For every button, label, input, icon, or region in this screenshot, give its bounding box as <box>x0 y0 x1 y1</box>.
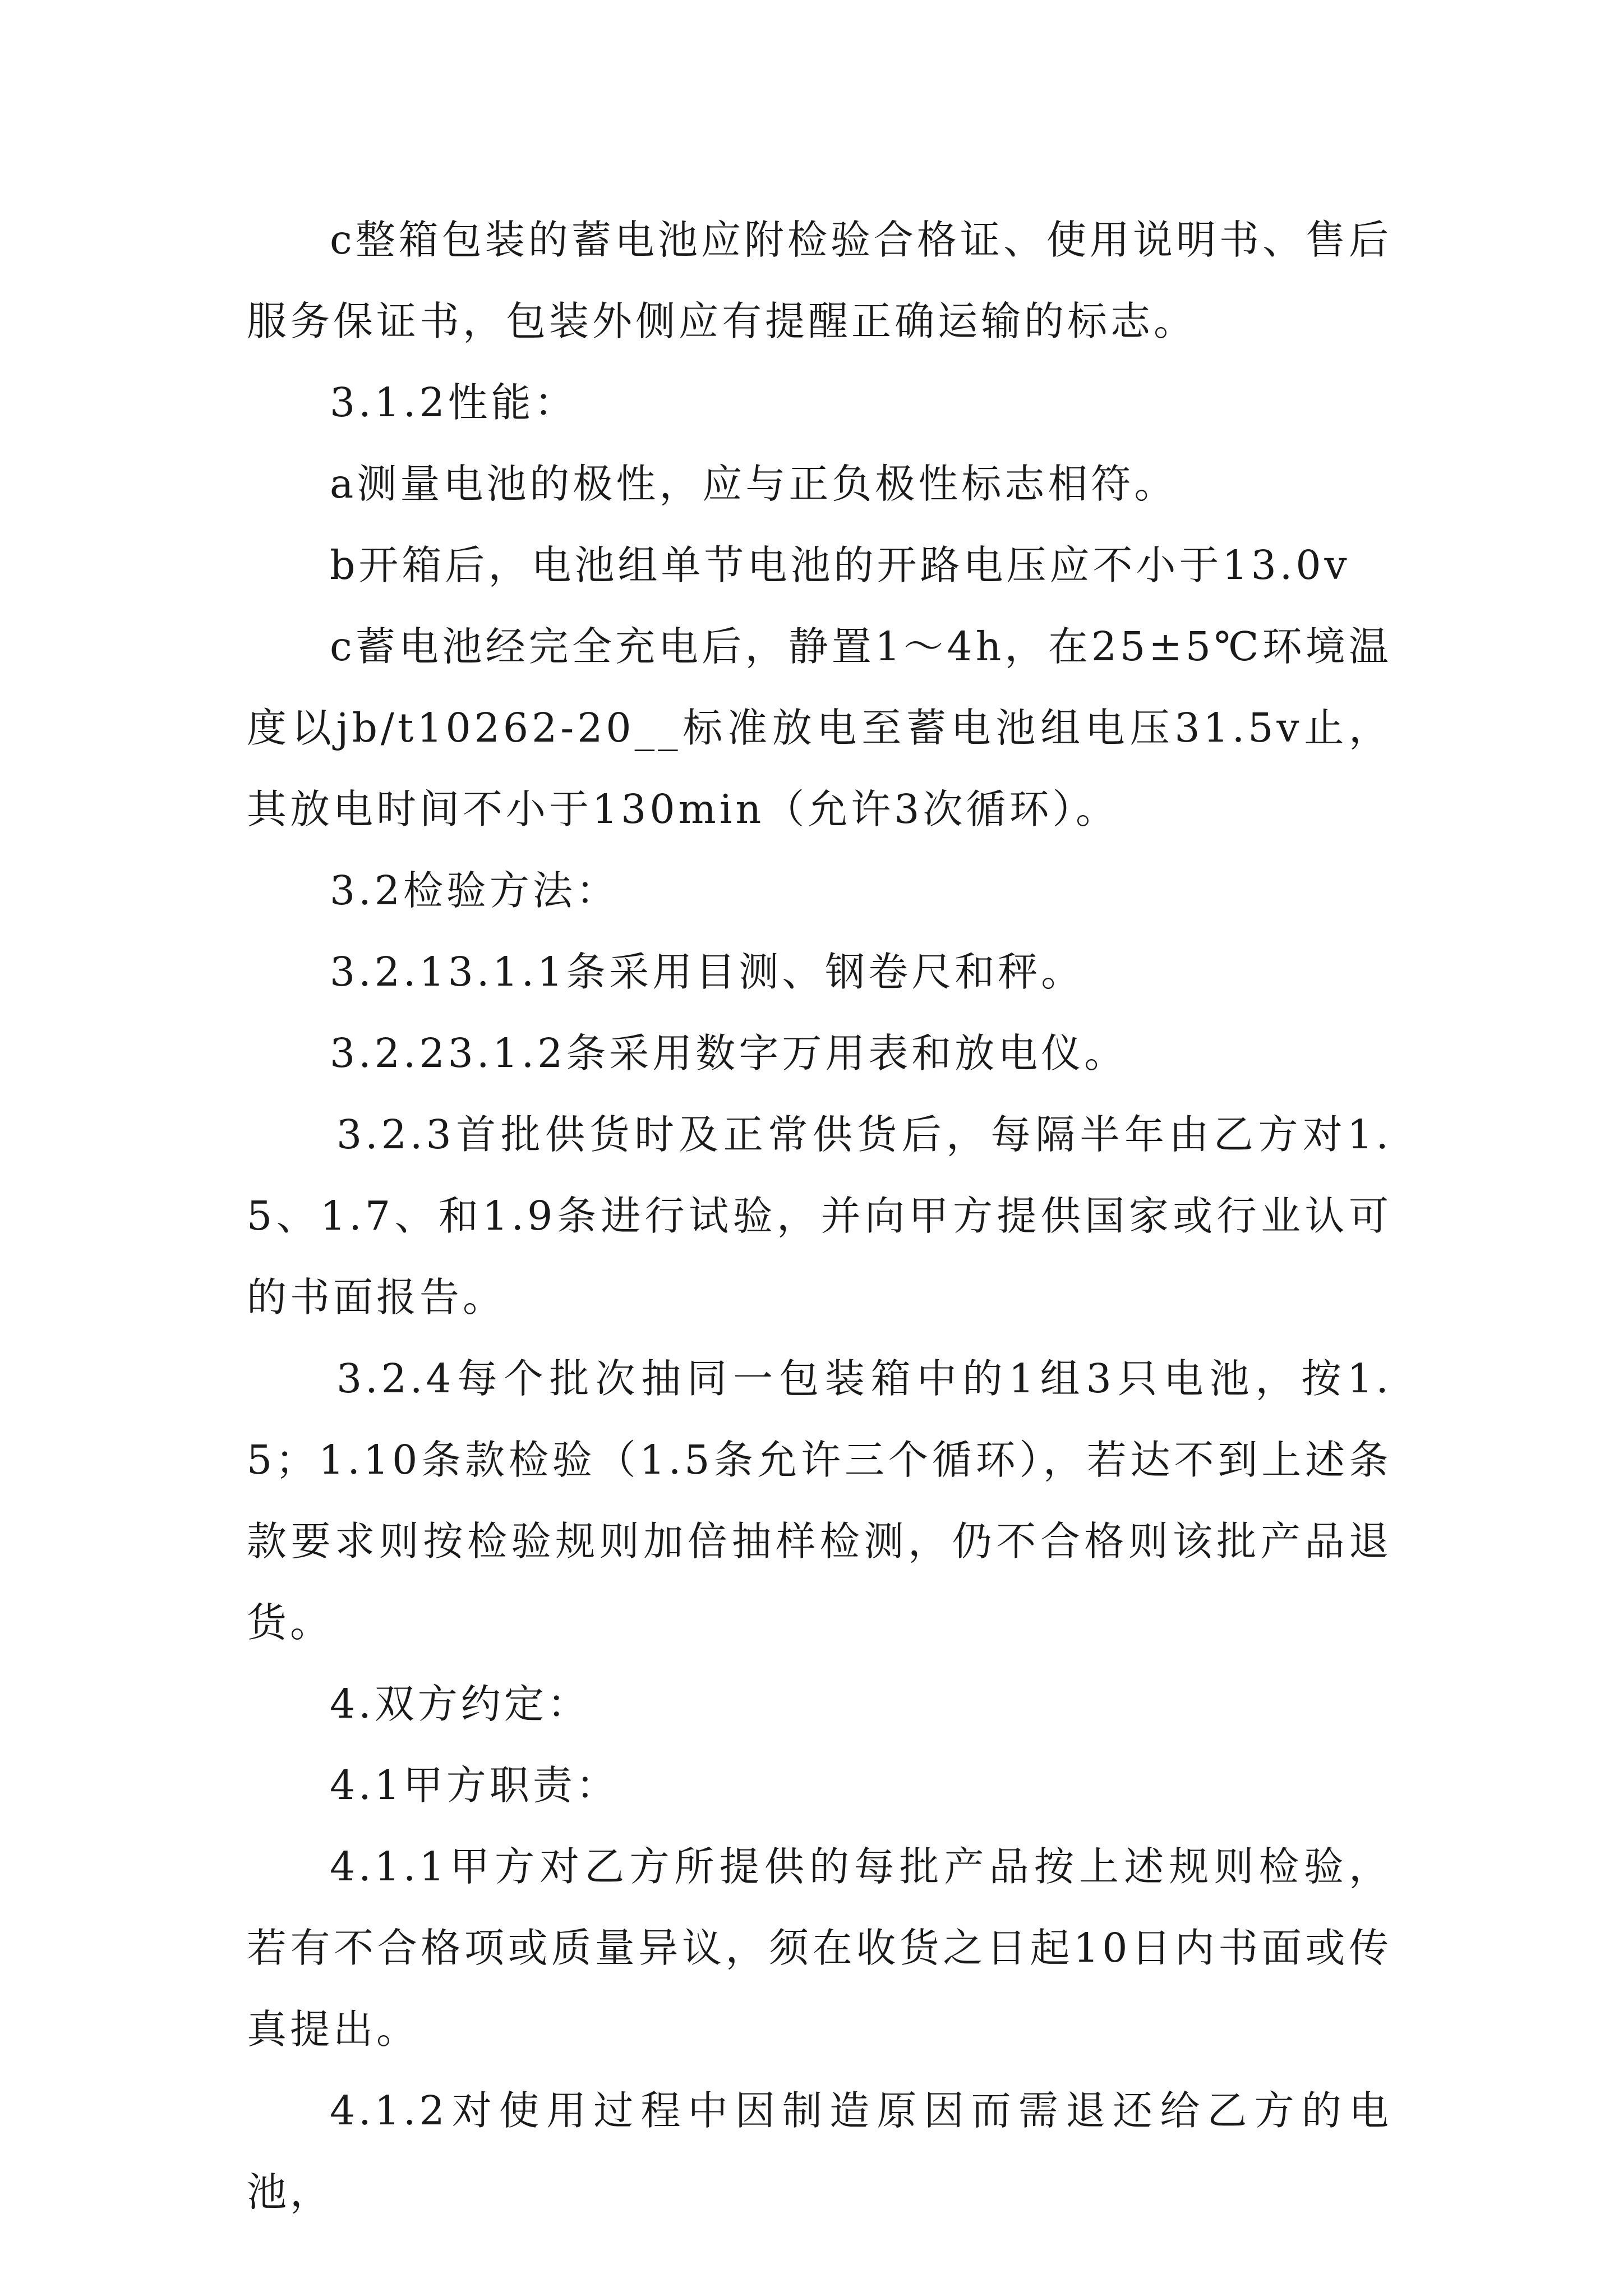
document-body <box>247 199 1392 2233</box>
heading-party-a-duties: 4.1甲方职责： <box>330 1762 619 1809</box>
paragraph-first-batch-test: 3.2.3首批供货时及正常供货后，每隔半年由乙方对1.5、1.7、和1.9条进行试验，并向甲方提供国家或行业认可的书面报告。 <box>247 1111 1392 1320</box>
heading-performance: 3.1.2性能： <box>330 379 578 426</box>
paragraph-packaging: c整箱包装的蓄电池应附检验合格证、使用说明书、售后服务保证书，包装外侧应有提醒正确运输的标志。 <box>247 217 1392 344</box>
paragraph-open-circuit-voltage: b开箱后，电池组单节电池的开路电压应不小于13.0v <box>330 542 1350 588</box>
paragraph-method-visual: 3.2.13.1.1条采用目测、钢卷尺和秤。 <box>330 949 1085 995</box>
paragraph-discharge-time: c蓄电池经完全充电后，静置1～4h，在25±5℃环境温度以jb/t10262-20__标准放电至蓄电池组电压31.5v止，其放电时间不小于130min（允许3次循环）。 <box>247 623 1392 832</box>
heading-mutual-agreement: 4.双方约定： <box>330 1681 591 1727</box>
paragraph-polarity: a测量电池的极性，应与正负极性标志相符。 <box>330 461 1178 507</box>
paragraph-returned-batteries: 4.1.2对使用过程中因制造原因而需退还给乙方的电池， <box>247 2087 1392 2215</box>
paragraph-batch-sampling: 3.2.4每个批次抽同一包装箱中的1组3只电池，按1.5；1.10条款检验（1.5条允许三个循环），若达不到上述条款要求则按检验规则加倍抽样检测，仍不合格则该批产品退货。 <box>247 1355 1392 1646</box>
paragraph-method-multimeter: 3.2.23.1.2条采用数字万用表和放电仪。 <box>330 1030 1128 1076</box>
paragraph-party-a-inspection: 4.1.1甲方对乙方所提供的每批产品按上述规则检验，若有不合格项或质量异议，须在收货之日起10日内书面或传真提出。 <box>247 1843 1392 2053</box>
heading-inspection-methods: 3.2检验方法： <box>330 867 619 914</box>
